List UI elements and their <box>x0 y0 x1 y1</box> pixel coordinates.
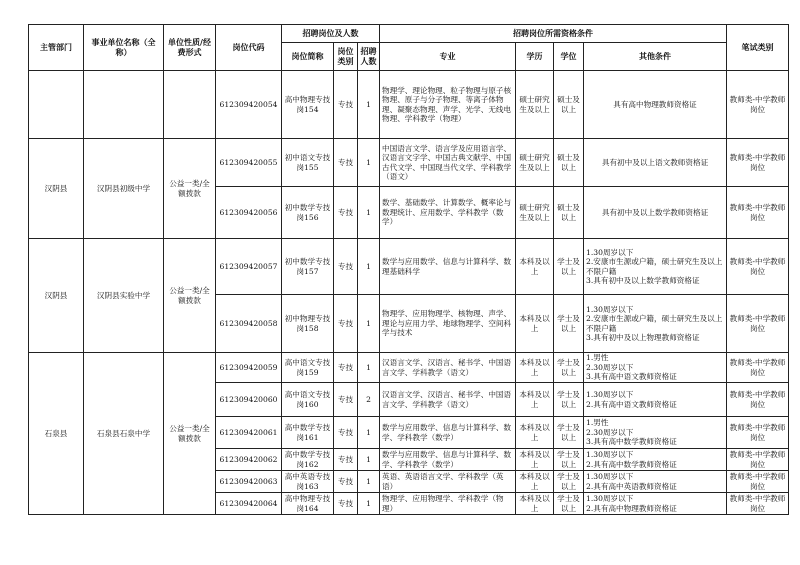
post-cell: 高中英语专技岗163 <box>282 471 334 493</box>
nature-cell: 公益一类/全额拨款 <box>164 353 216 515</box>
type-cell: 专技 <box>334 295 358 353</box>
type-cell: 专技 <box>334 493 358 515</box>
other-cell: 具有高中物理教师资格证 <box>584 71 727 139</box>
type-cell: 专技 <box>334 353 358 383</box>
header-exam: 笔试类别 <box>727 25 789 71</box>
post-cell: 初中物理专技岗158 <box>282 295 334 353</box>
post-cell: 高中数学专技岗162 <box>282 449 334 471</box>
header-degree: 学位 <box>554 43 584 71</box>
other-cell: 1.男性 2.30周岁以下 3.具有高中数学教师资格证 <box>584 417 727 449</box>
degree-cell: 学士及以上 <box>554 353 584 383</box>
post-cell: 高中语文专技岗159 <box>282 353 334 383</box>
code-cell: 612309420059 <box>216 353 282 383</box>
edu-cell: 本科及以上 <box>516 383 554 417</box>
table-row <box>29 139 789 187</box>
exam-cell: 教师类-中学教师岗位 <box>727 471 789 493</box>
document-page <box>28 24 789 515</box>
major-cell: 数学与应用数学、信息与计算科学、数理基础科学 <box>380 239 516 295</box>
code-cell: 612309420055 <box>216 139 282 187</box>
other-cell: 1.30周岁以下 2.安康市生源或户籍，硕士研究生及以上不限户籍 3.具有初中及以上物理教师资格证 <box>584 295 727 353</box>
degree-cell: 学士及以上 <box>554 471 584 493</box>
other-cell: 1.30周岁以下 2.具有高中物理教师资格证 <box>584 493 727 515</box>
code-cell: 612309420064 <box>216 493 282 515</box>
exam-cell: 教师类-中学教师岗位 <box>727 187 789 239</box>
post-cell: 初中语文专技岗155 <box>282 139 334 187</box>
count-cell: 1 <box>358 295 380 353</box>
exam-cell: 教师类-中学教师岗位 <box>727 239 789 295</box>
table-row <box>29 71 789 139</box>
post-cell: 初中数学专技岗157 <box>282 239 334 295</box>
type-cell: 专技 <box>334 417 358 449</box>
code-cell: 612309420058 <box>216 295 282 353</box>
degree-cell: 学士及以上 <box>554 239 584 295</box>
exam-cell: 教师类-中学教师岗位 <box>727 139 789 187</box>
exam-cell: 教师类-中学教师岗位 <box>727 383 789 417</box>
count-cell: 1 <box>358 187 380 239</box>
other-cell: 1.30周岁以下 2.具有高中英语教师资格证 <box>584 471 727 493</box>
edu-cell: 本科及以上 <box>516 239 554 295</box>
header-group-post: 招聘岗位及人数 <box>282 25 380 43</box>
degree-cell: 学士及以上 <box>554 449 584 471</box>
type-cell: 专技 <box>334 239 358 295</box>
other-cell: 1.30周岁以下 2.具有高中数学教师资格证 <box>584 449 727 471</box>
count-cell: 2 <box>358 383 380 417</box>
other-cell: 1.30周岁以下 2.具有高中语文教师资格证 <box>584 383 727 417</box>
post-cell: 高中语文专技岗160 <box>282 383 334 417</box>
post-cell: 初中数学专技岗156 <box>282 187 334 239</box>
count-cell: 1 <box>358 139 380 187</box>
header-count: 招聘人数 <box>358 43 380 71</box>
count-cell: 1 <box>358 417 380 449</box>
unit-cell: 石泉县石泉中学 <box>84 353 164 515</box>
major-cell: 物理学、应用物理学、学科教学（物理） <box>380 493 516 515</box>
header-unit: 事业单位名称（全称） <box>84 25 164 71</box>
edu-cell: 本科及以上 <box>516 493 554 515</box>
major-cell: 物理学、理论物理、粒子物理与原子核物理、原子与分子物理、等离子体物理、凝聚态物理、声学、光学、无线电物理、学科教学（物理） <box>380 71 516 139</box>
major-cell: 数学与应用数学、信息与计算科学、数学、学科教学（数学） <box>380 449 516 471</box>
edu-cell: 硕士研究生及以上 <box>516 187 554 239</box>
header-group-req: 招聘岗位所需资格条件 <box>380 25 727 43</box>
edu-cell: 本科及以上 <box>516 353 554 383</box>
count-cell: 1 <box>358 449 380 471</box>
count-cell: 1 <box>358 71 380 139</box>
code-cell: 612309420061 <box>216 417 282 449</box>
code-cell: 612309420056 <box>216 187 282 239</box>
post-cell: 高中数学专技岗161 <box>282 417 334 449</box>
edu-cell: 硕士研究生及以上 <box>516 139 554 187</box>
other-cell: 具有初中及以上数学教师资格证 <box>584 187 727 239</box>
code-cell: 612309420062 <box>216 449 282 471</box>
unit-cell: 汉阴县初级中学 <box>84 139 164 239</box>
degree-cell: 学士及以上 <box>554 383 584 417</box>
header-code: 岗位代码 <box>216 25 282 71</box>
code-cell: 612309420063 <box>216 471 282 493</box>
exam-cell: 教师类-中学教师岗位 <box>727 449 789 471</box>
header-row-1 <box>29 25 789 43</box>
major-cell: 汉语言文学、汉语言、秘书学、中国语言文学、学科教学（语文） <box>380 383 516 417</box>
exam-cell: 教师类-中学教师岗位 <box>727 353 789 383</box>
exam-cell: 教师类-中学教师岗位 <box>727 295 789 353</box>
nature-cell: 公益一类/全额拨款 <box>164 139 216 239</box>
header-nature: 单位性质/经费形式 <box>164 25 216 71</box>
major-cell: 中国语言文学、语言学及应用语言学、汉语言文字学、中国古典文献学、中国古代文学、中国现当代文学、学科教学（语文） <box>380 139 516 187</box>
dept-cell: 汉阴县 <box>29 239 84 353</box>
type-cell: 专技 <box>334 471 358 493</box>
count-cell: 1 <box>358 471 380 493</box>
nature-cell: 公益一类/全额拨款 <box>164 239 216 353</box>
unit-cell <box>84 71 164 139</box>
degree-cell: 硕士及以上 <box>554 187 584 239</box>
degree-cell: 硕士及以上 <box>554 139 584 187</box>
exam-cell: 教师类-中学教师岗位 <box>727 71 789 139</box>
type-cell: 专技 <box>334 139 358 187</box>
count-cell: 1 <box>358 353 380 383</box>
edu-cell: 硕士研究生及以上 <box>516 71 554 139</box>
count-cell: 1 <box>358 493 380 515</box>
other-cell: 1.男性 2.30周岁以下 3.具有高中语文教师资格证 <box>584 353 727 383</box>
header-post-type: 岗位类别 <box>334 43 358 71</box>
post-cell: 高中物理专技岗164 <box>282 493 334 515</box>
header-post-name: 岗位简称 <box>282 43 334 71</box>
type-cell: 专技 <box>334 71 358 139</box>
edu-cell: 本科及以上 <box>516 449 554 471</box>
recruitment-table <box>28 24 789 515</box>
code-cell: 612309420060 <box>216 383 282 417</box>
degree-cell: 硕士及以上 <box>554 71 584 139</box>
degree-cell: 学士及以上 <box>554 493 584 515</box>
edu-cell: 本科及以上 <box>516 295 554 353</box>
table-row <box>29 353 789 383</box>
unit-cell: 汉阴县实验中学 <box>84 239 164 353</box>
exam-cell: 教师类-中学教师岗位 <box>727 493 789 515</box>
count-cell: 1 <box>358 239 380 295</box>
degree-cell: 学士及以上 <box>554 295 584 353</box>
edu-cell: 本科及以上 <box>516 471 554 493</box>
dept-cell: 石泉县 <box>29 353 84 515</box>
header-edu: 学历 <box>516 43 554 71</box>
header-other: 其他条件 <box>584 43 727 71</box>
major-cell: 数学、基础数学、计算数学、概率论与数理统计、应用数学、学科教学（数学） <box>380 187 516 239</box>
major-cell: 物理学、应用物理学、核物理、声学、理论与应用力学、地球物理学、空间科学与技术 <box>380 295 516 353</box>
major-cell: 英语、英语语言文学、学科教学（英语） <box>380 471 516 493</box>
nature-cell <box>164 71 216 139</box>
other-cell: 具有初中及以上语文教师资格证 <box>584 139 727 187</box>
degree-cell: 学士及以上 <box>554 417 584 449</box>
other-cell: 1.30周岁以下 2.安康市生源或户籍，硕士研究生及以上不限户籍 3.具有初中及以上数学教师资格证 <box>584 239 727 295</box>
type-cell: 专技 <box>334 383 358 417</box>
header-dept: 主管部门 <box>29 25 84 71</box>
exam-cell: 教师类-中学教师岗位 <box>727 417 789 449</box>
code-cell: 612309420054 <box>216 71 282 139</box>
edu-cell: 本科及以上 <box>516 417 554 449</box>
table-row <box>29 239 789 295</box>
dept-cell: 汉阴县 <box>29 139 84 239</box>
code-cell: 612309420057 <box>216 239 282 295</box>
major-cell: 数学与应用数学、信息与计算科学、数学、学科教学（数学） <box>380 417 516 449</box>
post-cell: 高中物理专技岗154 <box>282 71 334 139</box>
header-major: 专业 <box>380 43 516 71</box>
type-cell: 专技 <box>334 449 358 471</box>
major-cell: 汉语言文学、汉语言、秘书学、中国语言文学、学科教学（语文） <box>380 353 516 383</box>
type-cell: 专技 <box>334 187 358 239</box>
dept-cell <box>29 71 84 139</box>
